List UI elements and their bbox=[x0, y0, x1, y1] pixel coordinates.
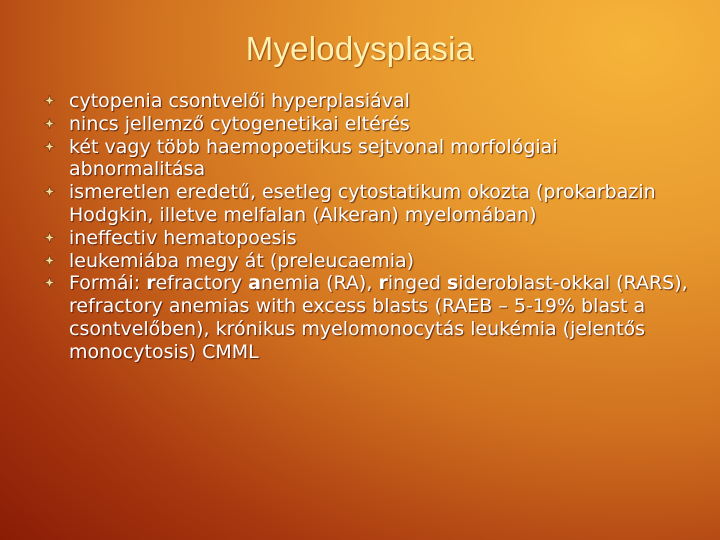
list-item bbox=[44, 250, 694, 273]
star-sparkle-icon bbox=[44, 141, 55, 152]
bullet-text: ineffectiv hematopoesis bbox=[69, 226, 297, 249]
star-sparkle-icon bbox=[44, 186, 55, 197]
star-sparkle-icon bbox=[44, 95, 55, 106]
bullet-text: leukemiába megy át (preleucaemia) bbox=[69, 249, 415, 272]
emphasis-letter: s bbox=[446, 272, 459, 295]
bullet-text: ismeretlen eredetű, esetleg cytostatikum okozta (prokarbazin Hodgkin, illetve melfalan (Alkeran) myelomában) bbox=[69, 181, 656, 226]
star-sparkle-icon bbox=[44, 277, 55, 288]
emphasis-letter: a bbox=[248, 272, 261, 295]
star-sparkle-icon bbox=[44, 255, 55, 266]
emphasis-letter: r bbox=[146, 272, 156, 295]
star-sparkle-icon bbox=[44, 232, 55, 243]
slide-title: Myelodysplasia bbox=[245, 30, 475, 67]
text-run: nemia (RA), bbox=[260, 272, 379, 295]
text-run: Formái: bbox=[69, 272, 147, 295]
bullet-text: cytopenia csontvelői hyperplasiával bbox=[69, 90, 410, 112]
text-run: efractory bbox=[155, 272, 249, 295]
text-run: ideroblast-okkal (RARS), refractory anemias with excess blasts (RAEB – 5-19% blast a csontvelőben), krónikus myelomonocytás leukémia (jelentős monocytosis) CMML bbox=[69, 272, 688, 363]
list-item bbox=[44, 272, 694, 363]
bullet-text: két vagy több haemopoetikus sejtvonal morfológiai abnormalitása bbox=[69, 135, 558, 181]
emphasis-letter: r bbox=[378, 272, 388, 295]
list-item bbox=[44, 181, 694, 227]
bullet-text-forms bbox=[69, 272, 688, 362]
text-run: inged bbox=[387, 272, 447, 295]
star-sparkle-icon bbox=[44, 118, 55, 129]
list-item bbox=[44, 90, 694, 113]
list-item bbox=[44, 136, 694, 182]
bullet-text: nincs jellemző cytogenetikai eltérés bbox=[69, 112, 410, 135]
list-item bbox=[44, 227, 694, 250]
bullet-list bbox=[44, 90, 694, 364]
list-item bbox=[44, 113, 694, 136]
